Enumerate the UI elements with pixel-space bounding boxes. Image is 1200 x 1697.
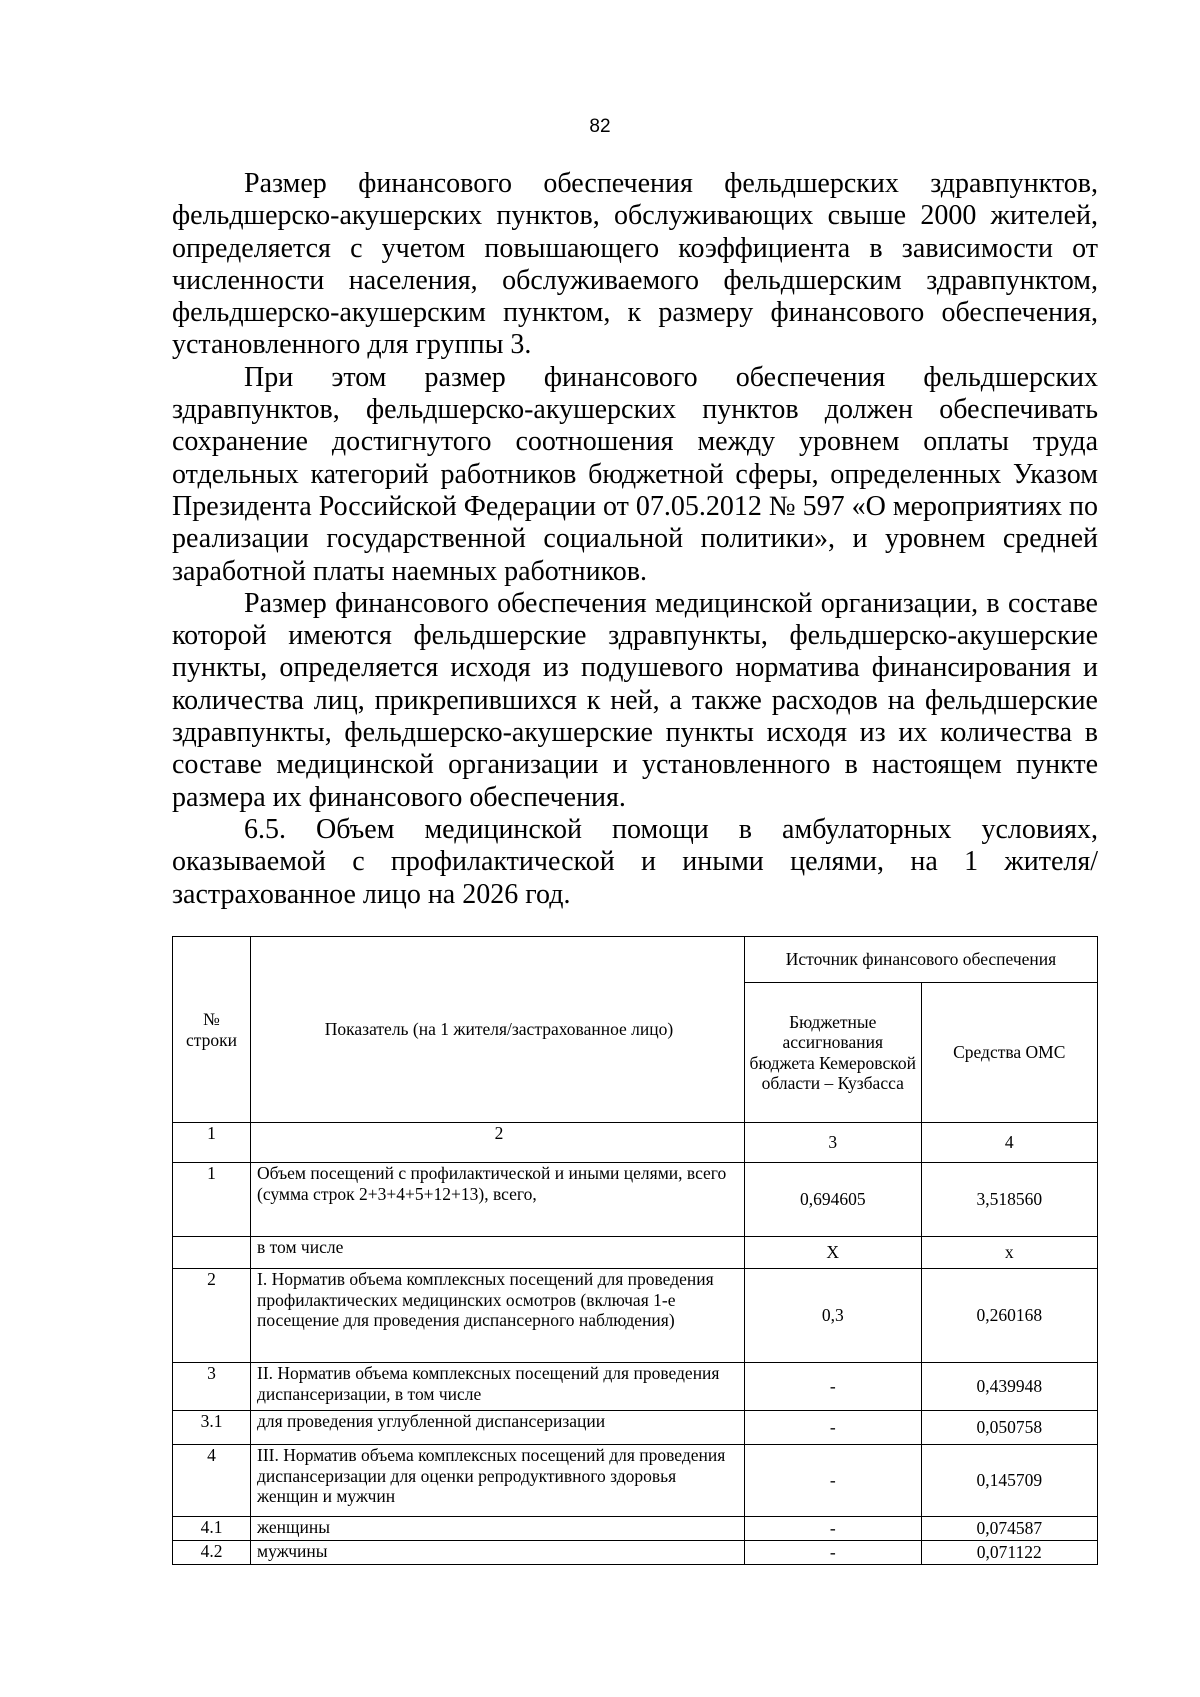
row-oms-value: 0,071122 <box>921 1541 1098 1565</box>
row-number: 4.2 <box>173 1541 251 1565</box>
table-row <box>173 1363 1098 1411</box>
page-number: 82 <box>589 116 611 137</box>
row-budget-value: - <box>745 1445 922 1517</box>
row-budget-value: - <box>745 1363 922 1411</box>
paragraph: 6.5. Объем медицинской помощи в амбулаторных условиях, оказываемой с профилактической и иными целями, на 1 жителя/застрахованное лицо на 2026 год. <box>172 813 1098 910</box>
numbering-cell: 2 <box>251 1123 745 1163</box>
header-budget: Бюджетные ассигнования бюджета Кемеровской области – Кузбасса <box>745 983 922 1123</box>
row-budget-value: - <box>745 1517 922 1541</box>
numbering-cell: 4 <box>921 1123 1098 1163</box>
header-row-number: № строки <box>173 937 251 1123</box>
table-row <box>173 1269 1098 1363</box>
table-row <box>173 1163 1098 1237</box>
row-indicator: мужчины <box>251 1541 745 1565</box>
row-oms-value: 0,074587 <box>921 1517 1098 1541</box>
row-indicator: Объем посещений с профилактической и иными целями, всего (сумма строк 2+3+4+5+12+13), всего, <box>251 1163 745 1237</box>
row-oms-value: 0,439948 <box>921 1363 1098 1411</box>
body-text <box>172 168 1098 911</box>
paragraph: Размер финансового обеспечения медицинской организации, в составе которой имеются фельдшерские здравпункты, фельдшерско-акушерские пункты, определяется исходя из подушевого норматива финансирования и количества лиц, прикрепившихся к ней, а также расходов на фельдшерские здравпункты, фельдшерско-акушерские пункты исходя из их количества в составе медицинской организации и установленного в настоящем пункте размера их финансового обеспечения. <box>172 587 1098 813</box>
row-indicator: II. Норматив объема комплексных посещений для проведения диспансеризации, в том числе <box>251 1363 745 1411</box>
row-number: 1 <box>173 1163 251 1237</box>
volume-table <box>172 936 1098 1565</box>
row-indicator: I. Норматив объема комплексных посещений для проведения профилактических медицинских осмотров (включая 1-е посещение для проведения диспансерного наблюдения) <box>251 1269 745 1363</box>
header-funding-source: Источник финансового обеспечения <box>745 937 1098 983</box>
row-indicator: III. Норматив объема комплексных посещений для проведения диспансеризации для оценки репродуктивного здоровья женщин и мужчин <box>251 1445 745 1517</box>
row-indicator: для проведения углубленной диспансеризации <box>251 1411 745 1445</box>
row-oms-value: 0,050758 <box>921 1411 1098 1445</box>
table-row <box>173 1517 1098 1541</box>
paragraph: Размер финансового обеспечения фельдшерских здравпунктов, фельдшерско-акушерских пунктов, обслуживающих свыше 2000 жителей, определяется с учетом повышающего коэффициента в зависимости от численности населения, обслуживаемого фельдшерским здравпунктом, фельдшерско-акушерским пунктом, к размеру финансового обеспечения, установленного для группы 3. <box>172 168 1098 361</box>
row-budget-value: 0,694605 <box>745 1163 922 1237</box>
table-row <box>173 1445 1098 1517</box>
row-number: 3.1 <box>173 1411 251 1445</box>
numbering-row <box>173 1123 1098 1163</box>
row-number <box>173 1237 251 1269</box>
table-row <box>173 1541 1098 1565</box>
row-budget-value: 0,3 <box>745 1269 922 1363</box>
numbering-cell: 1 <box>173 1123 251 1163</box>
row-number: 4 <box>173 1445 251 1517</box>
header-indicator: Показатель (на 1 жителя/застрахованное лицо) <box>251 937 745 1123</box>
table-row <box>173 1237 1098 1269</box>
row-budget-value: - <box>745 1541 922 1565</box>
row-budget-value: - <box>745 1411 922 1445</box>
row-oms-value: 3,518560 <box>921 1163 1098 1237</box>
row-number: 4.1 <box>173 1517 251 1541</box>
row-number: 3 <box>173 1363 251 1411</box>
row-oms-value: x <box>921 1237 1098 1269</box>
row-oms-value: 0,145709 <box>921 1445 1098 1517</box>
row-indicator: женщины <box>251 1517 745 1541</box>
volume-table-wrapper <box>172 936 1098 1565</box>
table-row <box>173 1411 1098 1445</box>
paragraph: При этом размер финансового обеспечения фельдшерских здравпунктов, фельдшерско-акушерских пунктов должен обеспечивать сохранение достигнутого соотношения между уровнем оплаты труда отдельных категорий работников бюджетной сферы, определенных Указом Президента Российской Федерации от 07.05.2012 № 597 «О мероприятиях по реализации государственной социальной политики», и уровнем средней заработной платы наемных работников. <box>172 361 1098 587</box>
row-indicator: в том числе <box>251 1237 745 1269</box>
header-oms: Средства ОМС <box>921 983 1098 1123</box>
row-budget-value: X <box>745 1237 922 1269</box>
numbering-cell: 3 <box>745 1123 922 1163</box>
row-oms-value: 0,260168 <box>921 1269 1098 1363</box>
row-number: 2 <box>173 1269 251 1363</box>
